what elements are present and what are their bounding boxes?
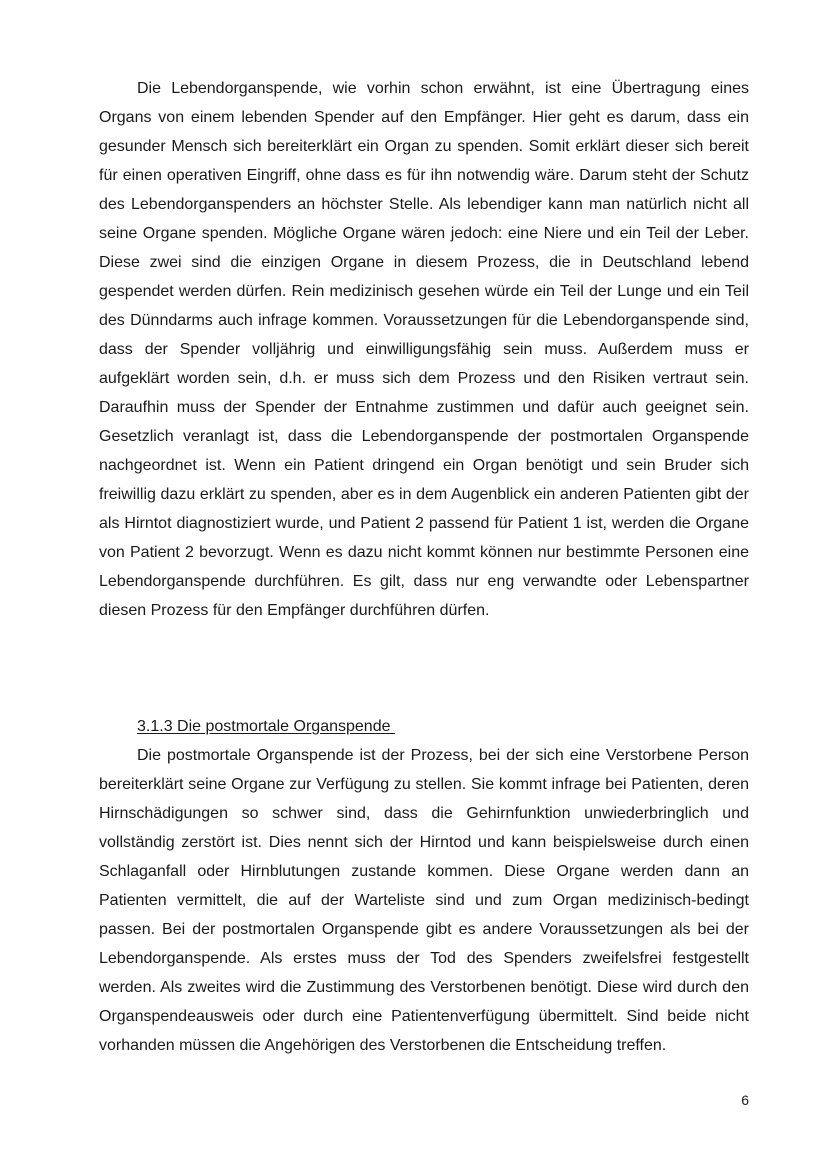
section-heading-postmortale-organspende: 3.1.3 Die postmortale Organspende (137, 718, 395, 735)
paragraph-lebendorganspende: Die Lebendorganspende, wie vorhin schon erwähnt, ist eine Übertragung eines Organs von einem lebenden Spender auf den Empfänger. Hier geht es darum, dass ein gesunder Mensch sich bereiterklärt ein Organ zu spenden. Somit erklärt dieser sich bereit für einen operativen Eingriff, ohne dass es für ihn notwendig wäre. Darum steht der Schutz des Lebendorganspenders an höchster Stelle. Als lebendiger kann man natürlich nicht all seine Organe spenden. Mögliche Organe wären jedoch: eine Niere und ein Teil der Leber. Diese zwei sind die einzigen Organe in diesem Prozess, die in Deutschland lebend gespendet werden dürfen. Rein medizinisch gesehen würde ein Teil der Lunge und ein Teil des Dünndarms auch infrage kommen. Voraussetzungen für die Lebendorganspende sind, dass der Spender volljährig und einwilligungsfähig sein muss. Außerdem muss er aufgeklärt worden sein, d.h. er muss sich dem Prozess und den Risiken vertraut sein. Daraufhin muss der Spender der Entnahme zustimmen und dafür auch geeignet sein. Gesetzlich veranlagt ist, dass die Lebendorganspende der postmortalen Organspende nachgeordnet ist. Wenn ein Patient dringend ein Organ benötigt und sein Bruder sich freiwillig dazu erklärt zu spenden, aber es in dem Augenblick ein anderen Patienten gibt der als Hirntot diagnostiziert wurde, und Patient 2 passend für Patient 1 ist, werden die Organe von Patient 2 bevorzugt. Wenn es dazu nicht kommt können nur bestimmte Personen eine Lebendorganspende durchführen. Es gilt, dass nur eng verwandte oder Lebenspartner diesen Prozess für den Empfänger durchführen dürfen. (99, 80, 749, 619)
page-number: 6 (741, 1092, 749, 1108)
paragraph-postmortale-organspende: Die postmortale Organspende ist der Prozess, bei der sich eine Verstorbene Person bereiterklärt seine Organe zur Verfügung zu stellen. Sie kommt infrage bei Patienten, deren Hirnschädigungen so schwer sind, dass die Gehirnfunktion unwiederbringlich und vollständig zerstört ist. Dies nennt sich der Hirntod und kann beispielsweise durch einen Schlaganfall oder Hirnblutungen zustande kommen. Diese Organe werden dann an Patienten vermittelt, die auf der Warteliste sind und zum Organ medizinisch-bedingt passen. Bei der postmortalen Organspende gibt es andere Voraussetzungen als bei der Lebendorganspende. Als erstes muss der Tod des Spenders zweifelsfrei festgestellt werden. Als zweites wird die Zustimmung des Verstorbenen benötigt. Diese wird durch den Organspendeausweis oder durch eine Patientenverfügung übermittelt. Sind beide nicht vorhanden müssen die Angehörigen des Verstorbenen die Entscheidung treffen. (99, 747, 749, 1054)
document-page (99, 74, 749, 1054)
